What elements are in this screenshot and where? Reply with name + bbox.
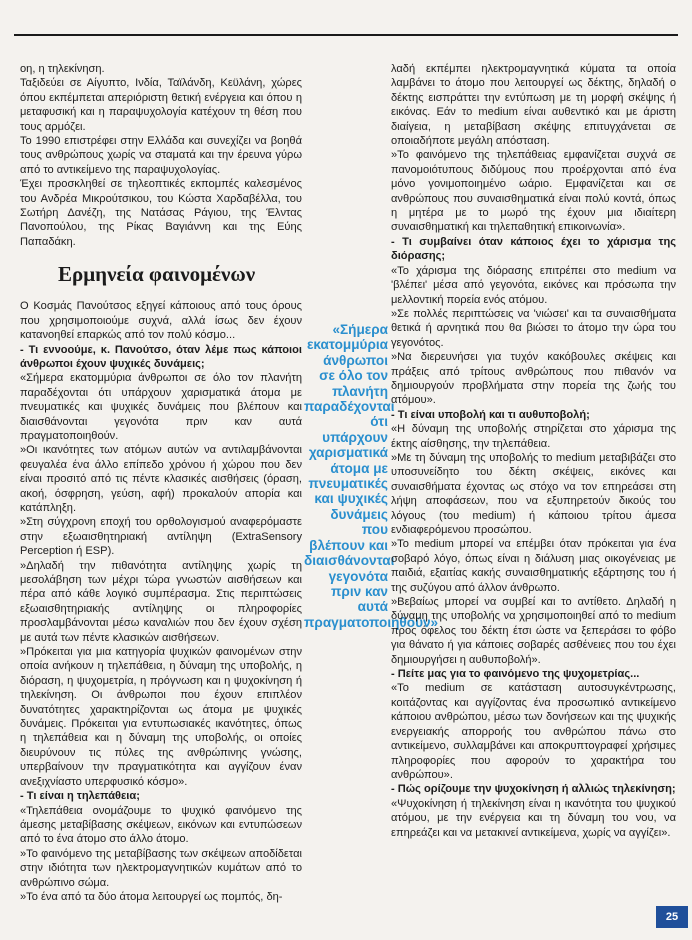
paragraph: »Με τη δύναμη της υποβολής το medium μεταβιβάζει στο υποσυνείδητο του δέκτη σκέψεις, εικόνες και συναισθήματα έχοντας ως στόχο να τον επηρεάσει στη λήψη αποφάσεων, που να εξυπηρετούν δικούς του λόγους (του medium) ή κάποιου τρίτου άμεσα ενδιαφερόμενου προσώπου. [391, 451, 676, 536]
paragraph: »Βεβαίως μπορεί να συμβεί και το αντίθετο. Δηλαδή η δύναμη της υποβολής να χρησιμοποιηθεί από το medium προς όφελος του δέκτη έτσι ώστε να ξεπεράσει το φόβο για θάνατο ή για κάποιες σοβαρές ασθένειες που του έχει δημιουργήσει η αυθυποβολή». [391, 596, 676, 666]
interview-question: - Τι είναι η τηλεπάθεια; [20, 790, 140, 803]
paragraph: «Σήμερα εκατομμύρια άνθρωποι σε όλο τον πλανήτη παραδέχονται ότι υπάρχουν χαρισματικά άτομα με πνευματικές και ψυχικές δυνάμεις που βλέπουν και διαισθάνονται γεγονότα πριν καν αυτά πραγματοποιηθούν. [20, 372, 302, 442]
paragraph: »Πρόκειται για μια κατηγορία ψυχικών φαινομένων στην οποία ανήκουν η τηλεπάθεια, η δύναμη της υποβολής, η διόραση, η ψυχομετρία, η πρόγνωση και η ψυχοκίνηση ή τηλεκίνηση. Οι άνθρωποι που έχουν επιπλέον δυνατότητες χαρακτηρίζονται ως άτομα με ψυχικές δυνάμεις. Πρόκειται για εντυπωσιακές ικανότητες, όπως η τηλεπάθεια και η δύναμη της υποβολής, οι οποίες διευρύνουν τις πύλες της ανθρώπινης γνώσης, υπερβαίνουν την πραγματικότητα και αγγίζουν έναν ανεξιχνίαστο υπερφυσικό κόσμο». [20, 646, 302, 788]
section-heading: Ερμηνεία φαινομένων [58, 262, 256, 287]
paragraph: οη, η τηλεκίνηση. [20, 63, 105, 75]
paragraph: «Τηλεπάθεια ονομάζουμε το ψυχικό φαινόμενο της άμεσης μεταβίβασης σκέψεων, εικόνων και εντυπώσεων από το ένα άτομο στο άλλο άτομο. [20, 804, 302, 846]
paragraph: «Ψυχοκίνηση ή τηλεκίνηση είναι η ικανότητα του ψυχικού ατόμου, με την ενέργεια και τη δύναμη του νου, να επηρεάζει και να μετακινεί αντικείμενα, χωρίς να αγγίζει». [391, 797, 676, 839]
interview-question: - Τι εννοούμε, κ. Πανούτσο, όταν λέμε πως κάποιοι άνθρωποι έχουν ψυχικές δυνάμεις; [20, 343, 302, 370]
paragraph: »Σε πολλές περιπτώσεις να 'νιώσει' και τα συναισθήματα θετικά ή αρνητικά που θα βιώσει το άτομο την ώρα του γεγονότος. [391, 307, 676, 349]
paragraph: «Το medium σε κατάσταση αυτοσυγκέντρωσης, κοιτάζοντας και αγγίζοντας ένα προσωπικό αντικείμενο κάποιου ανθρώπου, μέσω των δονήσεων και της ψυχικής ενεργειακής απορροής του ανθρώπου πάνω στο αντικείμενο, συλλαμβάνει και αποκρυπτογραφεί χρήσιμες πληροφορίες που αφορούν το χαρακτήρα του ανθρώπου». [391, 682, 676, 781]
paragraph: «Η δύναμη της υποβολής στηρίζεται στο χάρισμα της έκτης αίσθησης, την τηλεπάθεια. [391, 423, 676, 450]
left-column [20, 62, 302, 904]
paragraph: »Δηλαδή την πιθανότητα αντίληψης χωρίς τη μεσολάβηση των μέχρι τώρα γνωστών αισθήσεων και πέρα από κάθε λογικό συμπέρασμα. Στις περιπτώσεις εξωαισθητηριακής αντίληψης οι πληροφορίες προσλαμβάνονται μέσω καναλιών που δεν έχουν σχέση με αυτά των πέντε κλασικών αισθήσεων. [20, 559, 302, 644]
paragraph: «Το χάρισμα της διόρασης επιτρέπει στο medium να 'βλέπει' μέσα από γεγονότα, εικόνες και πρόσωπα την μελλοντική πορεία ενός ατόμου. [391, 264, 676, 306]
paragraph: »Οι ικανότητες των ατόμων αυτών να αντιλαμβάνονται φευγαλέα ένα άλλο επίπεδο χρόνου ή χώρου που δεν είναι προσιτό από τις πέντε κλασικές αισθήσεις (όραση, ακοή, όσφρηση, γεύση, αφή) προκαλούν απορία και κατάπληξη. [20, 444, 302, 514]
interview-question: - Πώς ορίζουμε την ψυχοκίνηση ή αλλιώς τηλεκίνηση; [391, 783, 676, 796]
interview-question: - Πείτε μας για το φαινόμενο της ψυχομετρίας... [391, 668, 640, 681]
interview-question: - Τι είναι υποβολή και τι αυθυποβολή; [391, 408, 590, 421]
paragraph: Ο Κοσμάς Πανούτσος εξηγεί κάποιους από τους όρους που χρησιμοποιούμε συχνά, αλλά ίσως δεν έχουν κατανοηθεί επαρκώς από τον πολύ κόσμο... [20, 300, 302, 342]
paragraph: »Να διερευνήσει για τυχόν κακόβουλες σκέψεις και πράξεις από τρίτους ανθρώπους που πιθανόν να δημιουργούν προβλήματα στην πορεία της ζωής του ατόμου». [391, 351, 676, 407]
top-rule [14, 34, 678, 36]
paragraph: Το 1990 επιστρέφει στην Ελλάδα και συνεχίζει να βοηθά τους ανθρώπους χωρίς να σταματά και την έρευνα γύρω από το αντικείμενο της παραψυχολογίας. [20, 135, 302, 176]
paragraph: »Το medium μπορεί να επέμβει όταν πρόκειται για ένα σοβαρό λόγο, όπως είναι η διάλυση μιας οικογένειας με παιδιά, εξαιτίας κακής συναισθηματικής εξάρτησης του ή της συζύγου από άλλον άνθρωπο. [391, 538, 676, 594]
paragraph: λαδή εκπέμπει ηλεκτρομαγνητικά κύματα τα οποία λαμβάνει το άτομο που λειτουργεί ως δέκτης, δηλαδή ο δέκτης εισπράττει την εντύπωση με τη μορφή σκέψης ή εικόνας. Εάν το medium είναι αυθεντικό και με άριστη διαίγεια, η μεταβίβαση σκέψης επιτυγχάνεται σε οποιαδήποτε μεγάλη απόσταση. [391, 63, 676, 148]
paragraph: Έχει προσκληθεί σε τηλεοπτικές εκπομπές καλεσμένος του Ανδρέα Μικρούτσικου, του Κώστα Χαρδαβέλλα, του Σωτήρη Δανέζη, της Νατάσας Ράγιου, της Έλντας Πανοπούλου, της Ρίκας Βαγιάννη και της Εύης Παπαδάκη. [20, 178, 302, 248]
page-number: 25 [656, 906, 688, 928]
paragraph: »Το φαινόμενο της τηλεπάθειας εμφανίζεται συχνά σε πανομοιότυπους διδύμους που προέρχονται από ένα μόνο γονιμοποιημένο ωάριο. Εμφανίζεται και σε ανθρώπους που συναισθηματικά είναι πολύ κοντά, όπως η μητέρα με το μωρό της έχουν μια ιδιαίτερη συναισθηματική και τηλεπαθητική επικοινωνία». [391, 149, 676, 234]
right-column [391, 62, 676, 840]
paragraph: Ταξιδεύει σε Αίγυπτο, Ινδία, Ταϊλάνδη, Κεϋλάνη, χώρες όπου εκπέμπεται απεριόριστη θετική ενέργεια και όπου η μεταφυσική και η παραψυχολογία κατέχουν τη θέση που τους αρμόζει. [20, 77, 302, 133]
paragraph: »Το φαινόμενο της μεταβίβασης των σκέψεων αποδίδεται στην ιδιότητα των ηλεκτρομαγνητικών κυμάτων από το ανθρώπινο σώμα. [20, 847, 302, 889]
pull-quote: «Σήμερα εκατομμύρια άνθρωποι σε όλο τον πλανήτη παραδέχονται ότι υπάρχουν χαρισματικά άτομα με πνευματικές και ψυχικές δυνάμεις που βλέπουν και διαισθάνονται γεγονότα πριν καν αυτά πραγματοποιηθούν» [304, 322, 439, 630]
interview-question: - Τι συμβαίνει όταν κάποιος έχει το χάρισμα της διόρασης; [391, 235, 676, 263]
paragraph: »Το ένα από τα δύο άτομα λειτουργεί ως πομπός, δη- [20, 890, 283, 903]
paragraph: »Στη σύγχρονη εποχή του ορθολογισμού αναφερόμαστε στην εξωαισθητηριακή αντίληψη (ExtraSensory Perception ή ESP). [20, 516, 302, 558]
